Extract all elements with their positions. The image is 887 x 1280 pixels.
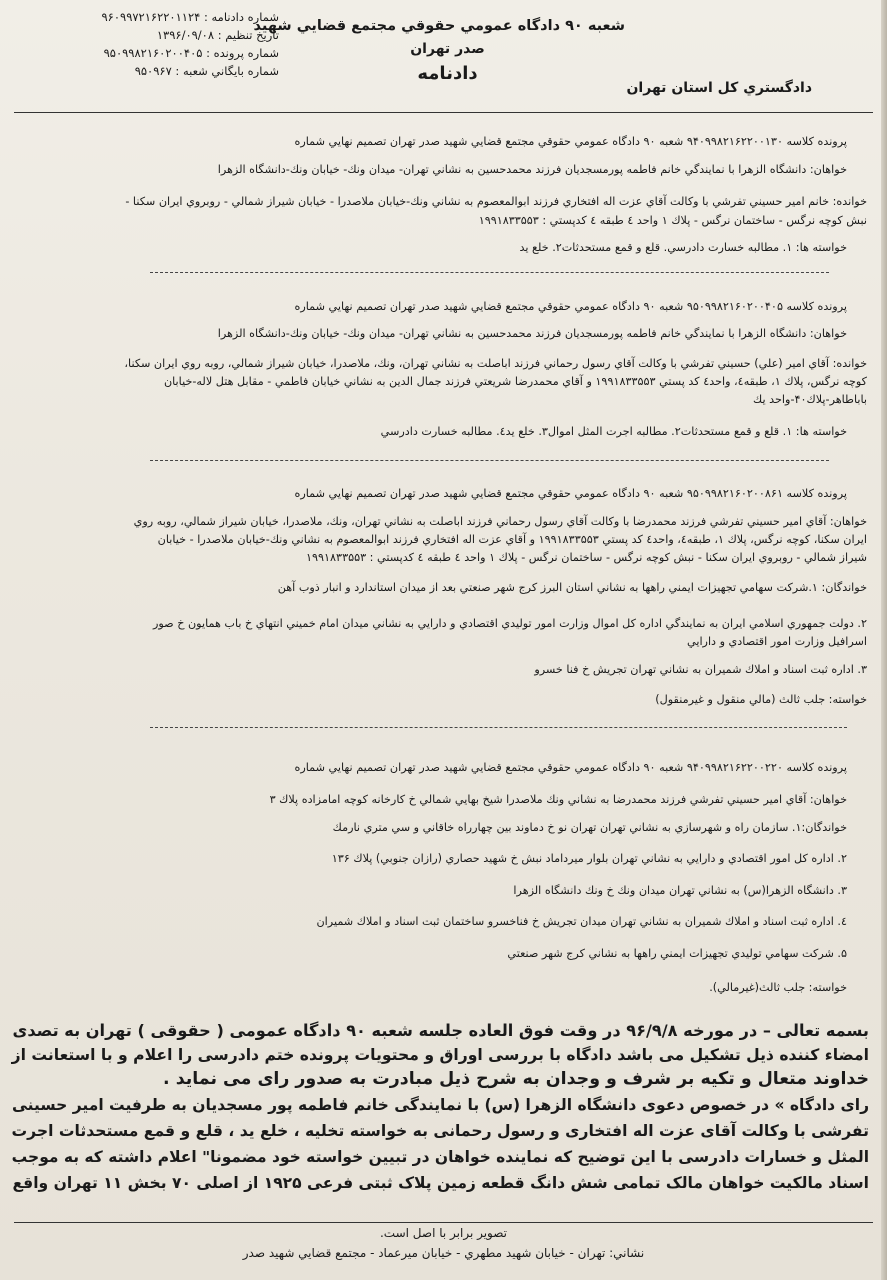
ruling-number-row <box>14 8 279 26</box>
archive-number: ۹۵۰۹۶۷ <box>134 64 172 78</box>
case-4-line-1: پرونده كلاسه ۹۴۰۹۹۸۲۱۶۲۲۰۰۲۲۰ شعبه ۹۰ دادگاه عمومي حقوقي مجتمع قضايي شهيد صدر تهران تصميم نهايي شماره <box>294 761 847 774</box>
footer-divider <box>14 1222 873 1223</box>
branch-line-2: صدر تهران <box>410 41 485 57</box>
case-2-line-2: خواهان: دانشگاه الزهرا با نمايندگي خانم فاطمه پورمسجديان فرزند محمدحسين به نشاني تهران- ميدان ونك- خيابان ونك-دانشگاه الزهرا <box>217 327 847 340</box>
case-2-line-6: خواسته ها: ۱. قلع و قمع مستحدثات۲. مطالبه اجرت المثل اموال۳. خلع يد٤. مطالبه خسارت دادرسي <box>380 425 847 438</box>
body-line-6: المثل و خسارات دادرسی با این توضیح که نماینده خواهان در تبیین خواسته خود مضمونا" اعلام داشته که به موجب <box>11 1148 869 1166</box>
section-divider-1 <box>150 272 829 273</box>
case-2-line-4: كوچه نرگس، پلاك ۱، طبقه٤، واحد٤ كد پستي ۱۹۹۱۸۳۳۵۵۳ و آقاي محمدرضا شريعتي فرزند جمال الدين به نشاني خيابان فاطمي - مقابل هتل لاله-خيابان <box>163 375 867 388</box>
issue-date: ۱۳۹۶/۰۹/۰۸ <box>156 28 215 42</box>
case-3-line-8: ۳. اداره ثبت اسناد و املاك شميران به نشاني تهران تجريش خ فنا خسرو <box>534 663 867 676</box>
case-3-line-1: پرونده كلاسه ۹۵۰۹۹۸۲۱۶۰۲۰۰۸۶۱ شعبه ۹۰ دادگاه عمومي حقوقي مجتمع قضايي شهيد صدر تهران تصميم نهايي شماره <box>294 487 847 500</box>
body-line-5: تفرشی با وکالت آقای عزت اله افتخاری و رسول رحمانی به خواسته تخلیه ، خلع ید ، قلع و قمع مستحدثات اجرت <box>11 1122 869 1140</box>
date-label: تاريخ تنظيم : <box>217 28 279 42</box>
ruling-number-label: شماره دادنامه : <box>203 10 279 24</box>
case-4-line-6: ٤. اداره ثبت اسناد و املاك شميران به نشاني تهران ميدان تجريش خ فناخسرو ساختمان ثبت اسناد و املاك شميران <box>316 915 847 928</box>
file-number-label: شماره پرونده : <box>206 46 279 60</box>
archive-number-row <box>14 62 279 80</box>
body-line-2: امضاء کننده ذیل تشکیل می باشد دادگاه با بررسی اوراق و محتویات پرونده ختم دادرسی را اعلام و با استعانت از <box>11 1046 869 1064</box>
case-1-line-3: خوانده: خانم امير حسيني تفرشي با وكالت آقاي عزت اله افتخاري فرزند ابوالمعصوم به نشاني ونك-خيابان ملاصدرا - خيابان شيراز شمالي - روبروي ايران سكنا - <box>125 195 867 208</box>
case-3-line-4: شيراز شمالي - روبروي ايران سكنا - نبش كوچه نرگس - ساختمان نرگس - پلاك ۱ واحد ٤ طبقه ٤ كدپستي : ۱۹۹۱۸۳۳۵۵۳ <box>306 551 867 564</box>
body-line-4: رای دادگاه » در خصوص دعوی دانشگاه الزهرا (س) با نمایندگی خانم فاطمه پور مسجدیان به طرفیت امیر حسینی <box>11 1096 869 1114</box>
section-divider-3 <box>150 727 847 728</box>
court-name: دادگستري كل استان تهران <box>626 80 812 96</box>
body-line-1: بسمه تعالی – در مورخه ۹۶/۹/۸ در وقت فوق العاده جلسه شعبه ۹۰ دادگاه عمومی ( حقوقی ) تهران به تصدی <box>12 1021 869 1040</box>
case-3-line-3: ايران سكنا، كوچه نرگس، پلاك ۱، طبقه٤، واحد٤ كد پستي ۱۹۹۱۸۳۳۵۵۳ و آقاي عزت اله افتخاري فرزند ابوالمعصوم به نشاني ونك-خيابان ملاصدرا - خيابان <box>157 533 867 546</box>
case-4-line-5: ۳. دانشگاه الزهرا(س) به نشاني تهران ميدان ونك خ ونك دانشگاه الزهرا <box>513 884 847 897</box>
copy-certification-note: تصویر برابر با اصل است. <box>379 1226 507 1240</box>
case-4-line-2: خواهان: آقاي امير حسيني تفرشي فرزند محمدرضا به نشاني ونك ملاصدرا شيخ بهايي شمالي خ كارخانه كوچه امامزاده پلاك ۳ <box>269 793 847 806</box>
header-center <box>253 14 625 88</box>
file-number-row <box>14 44 279 62</box>
archive-number-label: شماره بايگاني شعبه : <box>175 64 279 78</box>
case-2-line-1: پرونده كلاسه ۹۵۰۹۹۸۲۱۶۰۲۰۰۴۰۵ شعبه ۹۰ دادگاه عمومي حقوقي مجتمع قضايي شهيد صدر تهران تصميم نهايي شماره <box>294 300 847 313</box>
header-divider <box>14 112 873 113</box>
case-3-line-2: خواهان: آقاي امير حسيني تفرشي فرزند محمدرضا با وكالت آقاي رسول رحماني فرزند اباصلت به نشاني تهران، ونك، ملاصدرا، خيابان شيراز شمالي، روبه روي <box>133 515 867 528</box>
case-3-line-9: خواسته: جلب ثالث (مالي منقول و غيرمنقول) <box>655 693 867 706</box>
case-3-line-6: ۲. دولت جمهوري اسلامي ايران به نمايندگي اداره كل اموال وزارت امور توليدي اقتصادي و دارايي به نشاني ميدان امام خميني انتهاي خ باب همايون خ صور <box>152 617 867 630</box>
body-line-3: خداوند متعال و تکیه بر شرف و وجدان به شرح ذیل مبادرت به صدور رای می نماید . <box>163 1069 869 1089</box>
header-meta <box>14 8 279 80</box>
case-1-line-5: خواسته ها: ۱. مطالبه خسارت دادرسي. قلع و قمع مستحدثات۲. خلع يد <box>519 241 847 254</box>
document-title: دادنامه <box>417 63 478 84</box>
section-divider-2 <box>150 460 829 461</box>
case-4-line-4: ۲. اداره كل امور اقتصادي و دارايي به نشاني تهران بلوار ميرداماد نبش خ شهيد حصاري (رازان جنوبي) پلاك ۱۳۶ <box>331 852 847 865</box>
case-2-line-3: خوانده: آقاي امير (علي) حسيني تفرشي با وكالت آقاي رسول رحماني فرزند اباصلت به نشاني تهران، ونك، ملاصدرا، خيابان شيراز شمالي، روبه روي ايران سكنا، <box>124 357 867 370</box>
date-row <box>14 26 279 44</box>
case-3-line-7: اسرافيل وزارت امور اقتصادي و دارايي <box>687 635 867 648</box>
case-4-line-7: ۵. شركت سهامي توليدي تجهيزات ايمني راهها به نشاني كرج شهر صنعتي <box>507 947 847 960</box>
case-1-line-2: خواهان: دانشگاه الزهرا با نمايندگي خانم فاطمه پورمسجديان فرزند محمدحسين به نشاني تهران- ميدان ونك- خيابان ونك-دانشگاه الزهرا <box>217 163 847 176</box>
page-edge-shadow <box>881 0 887 1280</box>
file-number: ۹۵۰۹۹۸۲۱۶۰۲۰۰۴۰۵ <box>103 46 203 60</box>
case-4-line-8: خواسته: جلب ثالث(غيرمالي). <box>709 981 847 994</box>
body-line-7: اسناد مالکیت خواهان مالک تمامی شش دانگ قطعه زمین پلاک ثبتی فرعی ۱۹۲۵ از اصلی ۷۰ بخش ۱۱ تهران واقع <box>12 1174 869 1192</box>
case-1-line-4: نبش كوچه نرگس - ساختمان نرگس - پلاك ۱ واحد ٤ طبقه ٤ كدپستي : ۱۹۹۱۸۳۳۵۵۳ <box>478 214 867 227</box>
case-4-line-3: خواندگان:۱. سازمان راه و شهرسازي به نشاني تهران تهران نو خ دماوند بين چهارراه خاقاني و سي متري نارمك <box>332 821 847 834</box>
case-2-line-5: باباطاهر-پلاك۴۰-واحد يك <box>753 393 867 406</box>
case-1-line-1: پرونده كلاسه ۹۴۰۹۹۸۲۱۶۲۲۰۰۱۳۰ شعبه ۹۰ دادگاه عمومي حقوقي مجتمع قضايي شهيد صدر تهران تصميم نهايي شماره <box>294 135 847 148</box>
branch-line: شعبه ۹۰ دادگاه عمومي حقوقي مجتمع قضايي شهيد <box>253 18 625 34</box>
ruling-number: ۹۶۰۹۹۷۲۱۶۲۲۰۱۱۲۴ <box>101 10 201 24</box>
case-3-line-5: خواندگان: ۱.شركت سهامي تجهيزات ايمني راهها به نشاني استان البرز كرج شهر صنعتي بعد از ميدان استاندارد و انبار ذوب آهن <box>277 581 867 594</box>
court-address: نشاني: تهران - خيابان شهيد مطهري - خيابان ميرعماد - مجتمع قضايي شهيد صدر <box>242 1246 645 1260</box>
